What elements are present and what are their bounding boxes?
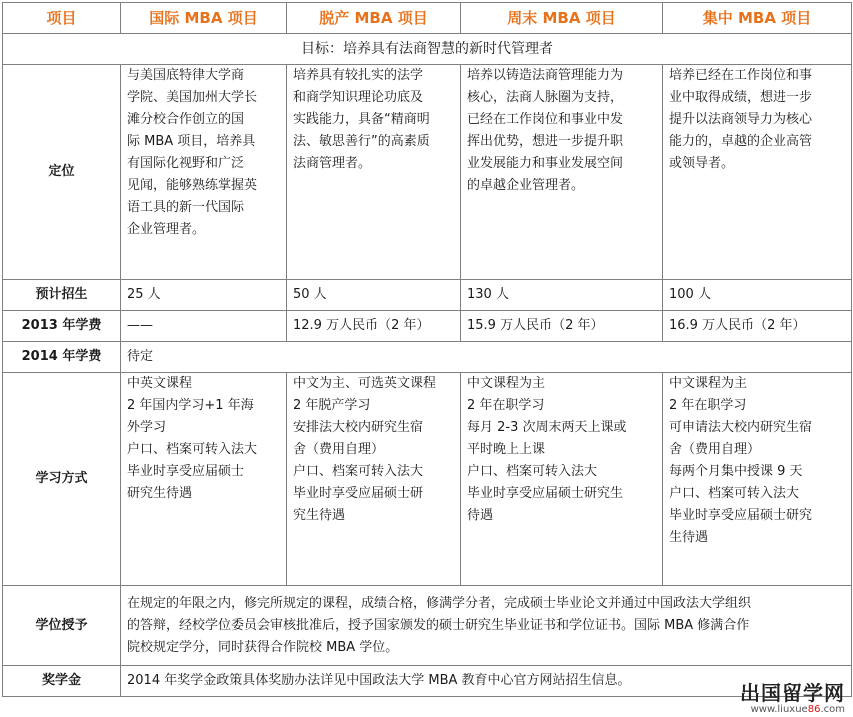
watermark-title: 出国留学网: [740, 681, 845, 705]
goal-text: 目标：培养具有法商智慧的新时代管理者: [3, 34, 852, 65]
positioning-label: 定位: [3, 65, 121, 280]
text-line: 生待遇: [669, 530, 709, 545]
watermark-url-suffix: .com: [820, 704, 845, 715]
text-line: 业中取得成绩，想进一步: [669, 90, 813, 105]
text-line: 中文课程为主: [467, 376, 546, 391]
fee-2014-value: 待定: [121, 342, 852, 373]
positioning-fulltime: [287, 65, 461, 280]
fee-2013-weekend: 15.9 万人民币（2 年）: [461, 311, 663, 342]
text-line: 中文为主、可选英文课程: [293, 376, 437, 391]
fee-2014-label: 2014 年学费: [3, 342, 121, 373]
text-line: 法商管理者。: [293, 156, 372, 171]
positioning-row: [3, 65, 852, 280]
text-line: 每两个月集中授课 9 天: [669, 464, 803, 479]
fee-2013-intensive: 16.9 万人民币（2 年）: [663, 311, 852, 342]
study-mode-international: [121, 373, 287, 586]
text-line: 培养已经在工作岗位和事: [669, 68, 813, 83]
text-line: 有国际化视野和广泛: [127, 156, 245, 171]
header-row: [3, 3, 852, 34]
scholarship-row: [3, 666, 852, 697]
text-line: 2 年脱产学习: [293, 398, 371, 413]
text-line: 的答辩，经校学位委员会审核批准后，授予国家颁发的硕士研究生毕业证书和学位证书。国际 MBA 修满合作: [127, 617, 750, 633]
fee-2013-label: 2013 年学费: [3, 311, 121, 342]
text-line: 提升以法商领导力为核心: [669, 112, 813, 127]
text-line: 与美国底特律大学商: [127, 68, 245, 83]
text-line: 舍（费用自理）: [669, 442, 761, 457]
text-line: 挥出优势，想进一步提升职: [467, 134, 624, 149]
text-line: 中文课程为主: [669, 376, 748, 391]
text-line: 的卓越企业管理者。: [467, 178, 585, 193]
fee-2013-fulltime: 12.9 万人民币（2 年）: [287, 311, 461, 342]
enrollment-international: 25 人: [121, 280, 287, 311]
text-line: 际 MBA 项目，培养具: [127, 134, 256, 149]
study-mode-label: 学习方式: [3, 373, 121, 586]
header-fulltime-mba: 脱产 MBA 项目: [287, 3, 461, 34]
degree-row: [3, 586, 852, 666]
text-line: 培养以铸造法商管理能力为: [467, 68, 624, 83]
positioning-international: [121, 65, 287, 280]
text-line: 实践能力，具备“精商明: [293, 112, 430, 127]
text-line: 业发展能力和事业发展空间: [467, 156, 624, 171]
degree-text: [121, 586, 852, 666]
text-line: 企业管理者。: [127, 222, 206, 237]
text-line: 培养具有较扎实的法学: [293, 68, 424, 83]
text-line: 2 年在职学习: [467, 398, 545, 413]
positioning-weekend: [461, 65, 663, 280]
enrollment-weekend: 130 人: [461, 280, 663, 311]
study-mode-intensive: [663, 373, 852, 586]
text-line: 核心，法商人脉圈为支持，: [467, 90, 624, 105]
text-line: 法、敏思善行”的高素质: [293, 134, 430, 149]
study-mode-row: [3, 373, 852, 586]
scholarship-text: 2014 年奖学金政策具体奖励办法详见中国政法大学 MBA 教育中心官方网站招生信息。: [121, 666, 852, 697]
fee-2013-row: [3, 311, 852, 342]
text-line: 院校规定学分，同时获得合作院校 MBA 学位。: [127, 639, 399, 655]
enrollment-label: 预计招生: [3, 280, 121, 311]
text-line: 待遇: [467, 508, 494, 523]
text-line: 或领导者。: [669, 156, 735, 171]
watermark-url-number: 86: [807, 704, 821, 715]
header-item: 项目: [3, 3, 121, 34]
fee-2014-row: [3, 342, 852, 373]
goal-row: [3, 34, 852, 65]
text-line: 外学习: [127, 420, 167, 435]
header-international-mba: 国际 MBA 项目: [121, 3, 287, 34]
text-line: 学院、美国加州大学长: [127, 90, 258, 105]
text-line: 平时晚上上课: [467, 442, 546, 457]
text-line: 究生待遇: [293, 508, 346, 523]
text-line: 语工具的新一代国际: [127, 200, 245, 215]
scholarship-label: 奖学金: [3, 666, 121, 697]
text-line: 毕业时享受应届硕士研究: [669, 508, 813, 523]
text-line: 见闻，能够熟练掌握英: [127, 178, 258, 193]
text-line: 户口、档案可转入法大: [293, 464, 424, 479]
fee-2013-international: ——: [121, 311, 287, 342]
text-line: 2 年在职学习: [669, 398, 747, 413]
study-mode-weekend: [461, 373, 663, 586]
text-line: 毕业时享受应届硕士: [127, 464, 245, 479]
positioning-intensive: [663, 65, 852, 280]
text-line: 舍（费用自理）: [293, 442, 385, 457]
watermark-url-prefix: www.liuxue: [750, 704, 808, 715]
text-line: 研究生待遇: [127, 486, 193, 501]
text-line: 滩分校合作创立的国: [127, 112, 245, 127]
text-line: 中英文课程: [127, 376, 193, 391]
site-watermark: [740, 682, 845, 715]
enrollment-fulltime: 50 人: [287, 280, 461, 311]
text-line: 在规定的年限之内，修完所规定的课程，成绩合格，修满学分者，完成硕士毕业论文并通过中国政法大学组织: [127, 595, 752, 611]
text-line: 2 年国内学习+1 年海: [127, 398, 254, 413]
text-line: 户口、档案可转入法大: [467, 464, 598, 479]
header-weekend-mba: 周末 MBA 项目: [461, 3, 663, 34]
enrollment-row: [3, 280, 852, 311]
header-intensive-mba: 集中 MBA 项目: [663, 3, 852, 34]
text-line: 安排法大校内研究生宿: [293, 420, 424, 435]
study-mode-fulltime: [287, 373, 461, 586]
enrollment-intensive: 100 人: [663, 280, 852, 311]
text-line: 能力的，卓越的企业高管: [669, 134, 813, 149]
text-line: 和商学知识理论功底及: [293, 90, 424, 105]
watermark-url: [740, 704, 845, 715]
text-line: 可申请法大校内研究生宿: [669, 420, 813, 435]
text-line: 毕业时享受应届硕士研: [293, 486, 424, 501]
text-line: 户口、档案可转入法大: [127, 442, 258, 457]
text-line: 每月 2-3 次周末两天上课或: [467, 420, 627, 435]
text-line: 毕业时享受应届硕士研究生: [467, 486, 624, 501]
text-line: 已经在工作岗位和事业中发: [467, 112, 624, 127]
text-line: 户口、档案可转入法大: [669, 486, 800, 501]
mba-comparison-table: [2, 2, 852, 697]
degree-label: 学位授予: [3, 586, 121, 666]
